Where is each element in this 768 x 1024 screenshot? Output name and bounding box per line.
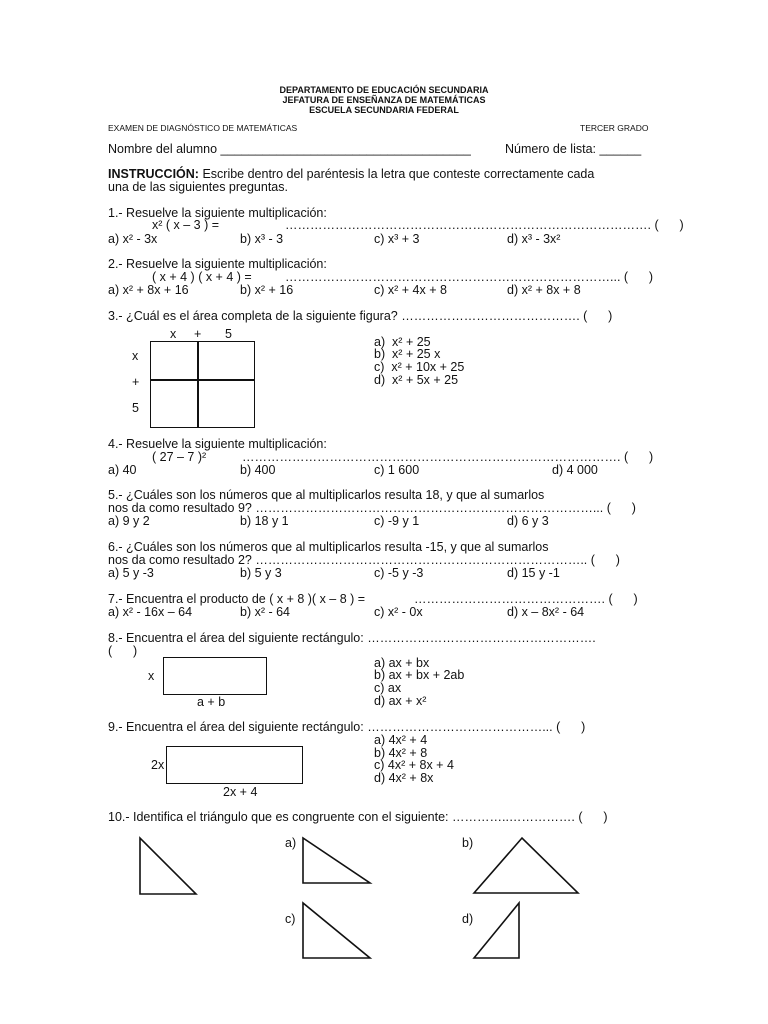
instruction-line2: una de las siguientes preguntas. [108,180,288,194]
header-school: ESCUELA SECUNDARIA FEDERAL [309,105,459,115]
header-department: DEPARTAMENTO DE EDUCACIÓN SECUNDARIA [279,85,489,95]
q3-left-x: x [132,349,139,363]
q4-option-c: c) 1 600 [374,463,420,477]
q1-option-a: a) x² - 3x [108,232,158,246]
q7-answer-blank[interactable]: ………………………………………. ( ) [414,592,638,606]
q7-option-b: b) x² - 64 [240,605,291,619]
q8-option-d: d) ax + x² [374,694,427,708]
q3-option-d: d) x² + 5x + 25 [374,373,459,387]
q5-option-b: b) 18 y 1 [240,514,289,528]
q10-option-d-label: d) [462,912,474,926]
q3-top-5: 5 [225,327,232,341]
q9-option-a: a) 4x² + 4 [374,733,428,747]
q9-option-c: c) 4x² + 8x + 4 [374,758,454,772]
q2-title: 2.- Resuelve la siguiente multiplicación: [108,257,327,271]
student-name-field[interactable]: Nombre del alumno ____________________________________ [108,142,471,156]
q10-title: 10.- Identifica el triángulo que es congruente con el siguiente: …………..……………. ( ) [108,810,608,824]
q10-triangle-d[interactable] [474,903,519,958]
q10-triangle-a[interactable] [303,838,370,883]
q1-option-c: c) x³ + 3 [374,232,420,246]
q1-option-b: b) x³ - 3 [240,232,284,246]
q1-expression: x² ( x – 3 ) = [152,218,220,232]
q8-answer-blank[interactable]: ( ) [108,644,138,658]
q8-title: 8.- Encuentra el área del siguiente rectángulo: ………………………………………………. [108,631,596,645]
q8-option-a: a) ax + bx [374,656,430,670]
q5-title-line2[interactable]: nos da como resultado 9? ………………………………………………………………………... ( ) [108,501,636,515]
q10-option-b-label: b) [462,836,474,850]
q5-option-d: d) 6 y 3 [507,514,549,528]
q6-option-a: a) 5 y -3 [108,566,154,580]
q4-answer-blank[interactable]: ………………………………………………………………………………. ( ) [242,450,654,464]
q7-option-d: d) x – 8x² - 64 [507,605,585,619]
q3-title: 3.- ¿Cuál es el área completa de la siguiente figura? ……………………………………. ( ) [108,309,613,323]
q6-option-c: c) -5 y -3 [374,566,424,580]
exam-title: EXAMEN DE DIAGNÓSTICO DE MATEMÁTICAS [108,123,298,133]
q5-option-c: c) -9 y 1 [374,514,420,528]
q10-option-a-label: a) [285,836,297,850]
q5-option-a: a) 9 y 2 [108,514,150,528]
q6-title-line2[interactable]: nos da como resultado 2? …………………………………………………………………….. ( ) [108,553,620,567]
q3-left-plus: + [132,375,140,389]
q6-option-b: b) 5 y 3 [240,566,282,580]
q7-option-a: a) x² - 16x – 64 [108,605,193,619]
q5-title-line1: 5.- ¿Cuáles son los números que al multiplicarlos resulta 18, y que al sumarlos [108,488,545,502]
q10-option-c-label: c) [285,912,296,926]
q6-title-line1: 6.- ¿Cuáles son los números que al multiplicarlos resulta -15, y que al sumarlos [108,540,549,554]
q8-option-b: b) ax + bx + 2ab [374,668,465,682]
q4-title: 4.- Resuelve la siguiente multiplicación: [108,437,327,451]
q6-option-d: d) 15 y -1 [507,566,560,580]
q3-option-c: c) x² + 10x + 25 [374,360,465,374]
q9-option-d: d) 4x² + 8x [374,771,434,785]
q8-side-label: x [148,669,155,683]
q9-option-b: b) 4x² + 8 [374,746,428,760]
q2-answer-blank[interactable]: ……………………………………………………………………... ( ) [285,270,654,284]
list-number-field[interactable]: Número de lista: ______ [505,142,642,156]
q2-option-c: c) x² + 4x + 8 [374,283,447,297]
grade-label: TERCER GRADO [580,123,649,133]
q3-option-a: a) x² + 25 [374,335,431,349]
q10-reference-triangle [140,838,196,894]
q1-option-d: d) x³ - 3x² [507,232,561,246]
q7-title: 7.- Encuentra el producto de ( x + 8 )( x – 8 ) = [108,592,366,606]
q3-left-5: 5 [132,401,139,415]
q10-triangle-b[interactable] [474,838,578,893]
q10-triangle-c[interactable] [303,903,370,958]
q8-option-c: c) ax [374,681,402,695]
q3-top-x: x [170,327,177,341]
instruction-text1: Escribe dentro del paréntesis la letra que conteste correctamente cada [198,167,595,181]
q4-option-b: b) 400 [240,463,276,477]
q8-base-label: a + b [197,695,226,709]
q1-title: 1.- Resuelve la siguiente multiplicación: [108,206,327,220]
q3-option-b: b) x² + 25 x [374,347,441,361]
q3-top-plus: + [194,327,202,341]
q4-option-d: d) 4 000 [552,463,598,477]
q2-option-b: b) x² + 16 [240,283,294,297]
q4-option-a: a) 40 [108,463,137,477]
q2-expression: ( x + 4 ) ( x + 4 ) = [152,270,252,284]
header-jefatura: JEFATURA DE ENSEÑANZA DE MATEMÁTICAS [282,95,486,105]
q9-side-label: 2x [151,758,165,772]
q7-option-c: c) x² - 0x [374,605,423,619]
instruction-label: INSTRUCCIÓN: [108,167,199,181]
q1-answer-blank[interactable]: ……………………………………………………………………………. ( ) [285,218,684,232]
q2-option-d: d) x² + 8x + 8 [507,283,581,297]
q4-expression: ( 27 – 7 )² [152,450,207,464]
q2-option-a: a) x² + 8x + 16 [108,283,189,297]
q9-base-label: 2x + 4 [223,785,258,799]
q9-title: 9.- Encuentra el área del siguiente rectángulo: ……………………………………... ( ) [108,720,586,734]
